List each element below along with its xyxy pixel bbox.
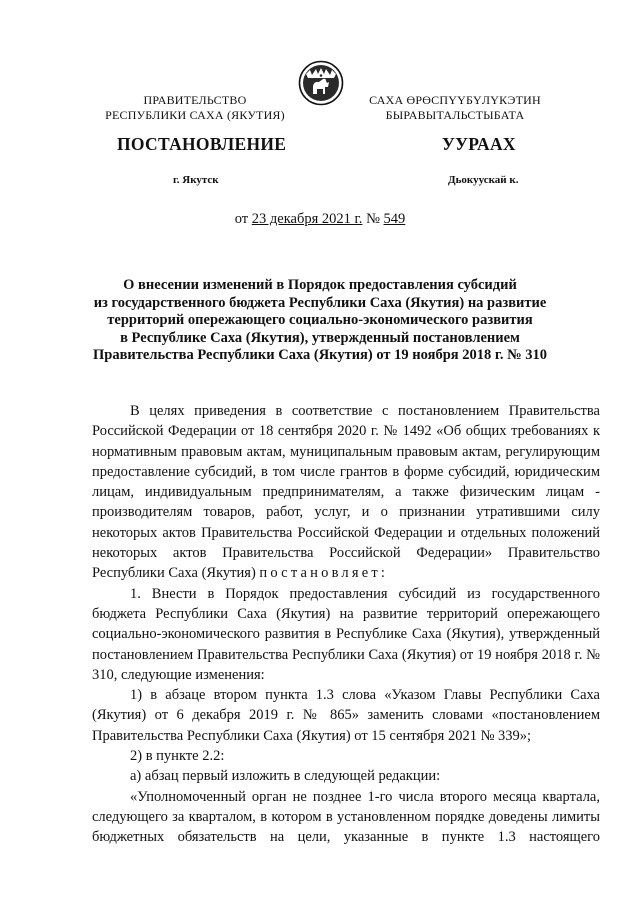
preamble-paragraph [92, 401, 600, 584]
document-title [60, 277, 580, 365]
title-line: в Республике Саха (Якутия), утвержденный постановлением [120, 329, 520, 346]
document-date-number [0, 211, 640, 228]
preamble-text: В целях приведения в соответствие с постановлением Правительства Российской Федерации от 18 сентября 2020 г. № 1492 «Об общих требованиях к нормативным правовым актам, муниципальным правовым актам, регулирующим предоставление субсидий, в том числе грантов в форме субсидий, юридическим лицам, индивидуальным предпринимателям, а также физическим лицам - производителям товаров, работ, услуг, и о признании утратившими силу некоторых актов Правительства Российской Федерации и отдельных положений некоторых актов Правительства Российской Федерации» Правительство Республики Саха (Якутия) [92, 403, 600, 582]
issuer-right-line2: БЫРАВЫТАЛЬСТЫБАТА [385, 108, 525, 122]
resolves-word: постановляет: [259, 565, 389, 582]
doc-type-russian: ПОСТАНОВЛЕНИЕ [117, 134, 287, 154]
issuer-left-line2: РЕСПУБЛИКИ САХА (ЯКУТИЯ) [105, 108, 285, 122]
doc-type-yakut: УУРААХ [442, 134, 516, 154]
title-line: территорий опережающего социально-экономического развития [107, 312, 533, 328]
emblem-graphic [298, 60, 344, 106]
title-line: Правительства Республики Саха (Якутия) от 19 ноября 2018 г. № 310 [92, 347, 548, 363]
city-yakut: Дьокуускай к. [448, 174, 519, 186]
title-line: из государственного бюджета Республики Саха (Якутия) на развитие [93, 294, 547, 311]
date-prefix: от [234, 211, 252, 227]
item-1-2-paragraph: 2) в пункте 2.2: [130, 748, 225, 765]
item-1-1-paragraph: 1) в абзаце втором пункта 1.3 слова «Указом Главы Республики Саха (Якутия) от 6 декабря 2019 г. № 865» заменить словами «постановлением Правительства Республики Саха (Якутия) от 15 сентября 2021 № 339»; [92, 687, 600, 744]
issuer-right-line1: САХА ӨРӨСПҮҮБҮЛҮКЭТИН [369, 93, 541, 107]
coat-of-arms-sakha-icon [298, 60, 344, 106]
document-number: 549 [383, 211, 406, 227]
issuer-left [100, 93, 290, 123]
item-1-paragraph: 1. Внести в Порядок предоставления субсидий из государственного бюджета Республики Саха (Якутия) на развитие территорий опережающего социально-экономического развития в Республике Саха (Якутия), утвержденный постановлением Правительства Республики Саха (Якутия) от 19 ноября 2018 г. № 310, следующие изменения: [92, 585, 600, 683]
number-prefix: № [362, 211, 384, 227]
title-line: О внесении изменений в Порядок предоставления субсидий [123, 277, 517, 293]
document-body [92, 401, 600, 848]
document-date: 23 декабря 2021 г. [251, 211, 363, 227]
issuer-right [350, 93, 560, 123]
item-a-paragraph: а) абзац первый изложить в следующей редакции: [130, 768, 441, 785]
issuer-left-line1: ПРАВИТЕЛЬСТВО [143, 93, 247, 107]
quoted-paragraph: «Уполномоченный орган не позднее 1-го числа второго месяца квартала, следующего за кварталом, в котором в установленном порядке доведены лимиты бюджетных обязательств на цели, указанные в пункте 1.3 настоящего [92, 788, 600, 846]
city-russian: г. Якутск [173, 174, 219, 186]
